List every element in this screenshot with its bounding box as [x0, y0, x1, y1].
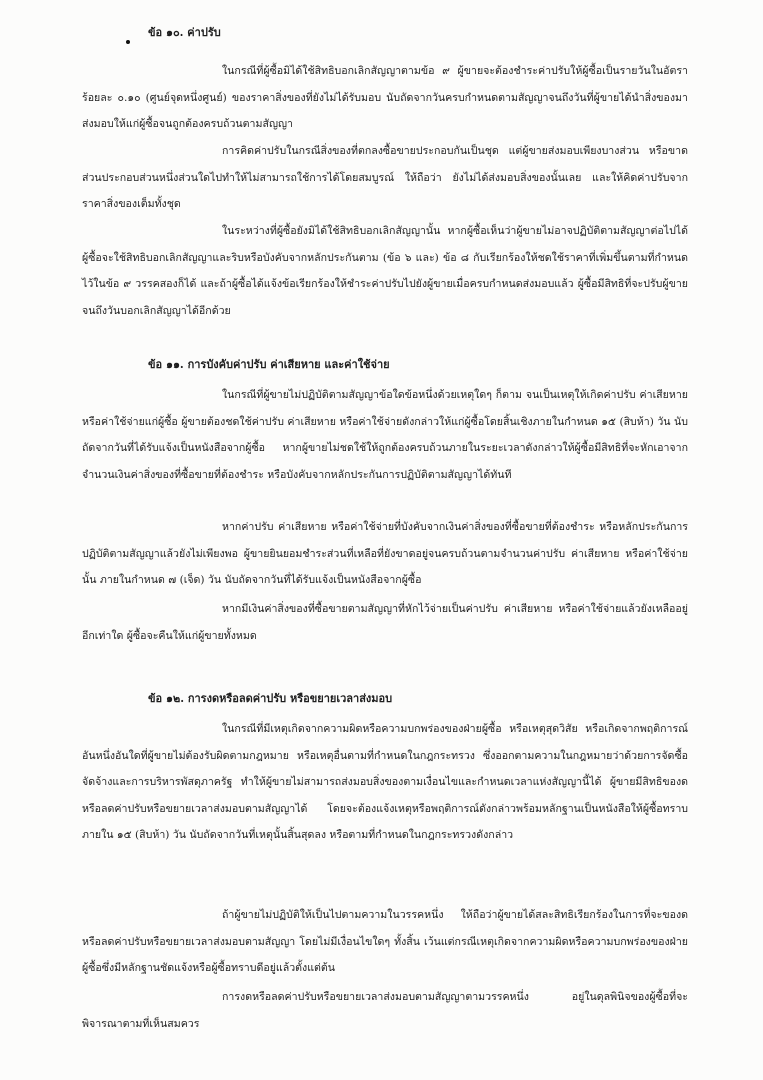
paragraph: การงดหรือลดค่าปรับหรือขยายเวลาส่งมอบตามสัญญาตามวรรคหนึ่ง อยู่ในดุลพินิจของผู้ซื้อที่จะพิจารณาตามที่เห็นสมควร — [82, 991, 688, 1030]
paragraph: หากมีเงินค่าสิ่งของที่ซื้อขายตามสัญญาที่หักไว้จ่ายเป็นค่าปรับ ค่าเสียหาย หรือค่าใช้จ่ายแล้วยังเหลืออยู่อีกเท่าใด ผู้ซื้อจะคืนให้แก่ผู้ขายทั้งหมด — [82, 603, 688, 642]
bullet-mark — [126, 40, 130, 44]
paragraph: ในกรณีที่ผู้ขายไม่ปฏิบัติตามสัญญาข้อใดข้อหนึ่งด้วยเหตุใดๆ ก็ตาม จนเป็นเหตุให้เกิดค่าปรับ ค่าเสียหาย หรือค่าใช้จ่ายแก่ผู้ซื้อ ผู้ขายต้องชดใช้ค่าปรับ ค่าเสียหาย หรือค่าใช้จ่ายดังกล่าวให้แก่ผู้ซื้อโดยสิ้นเชิงภายในกำหนด ๑๕ (สิบห้า) วัน นับถัดจากวันที่ได้รับแจ้งเป็นหนังสือจากผู้ซื้อ หากผู้ขายไม่ชดใช้ให้ถูกต้องครบถ้วนภายในระยะเวลาดังกล่าวให้ผู้ซื้อมีสิทธิที่จะหักเอาจากจำนวนเงินค่าสิ่งของที่ซื้อขายที่ต้องชำระ หรือบังคับจากหลักประกันการปฏิบัติตามสัญญาได้ทันที — [82, 389, 688, 481]
section-heading-10: ข้อ ๑๐. ค่าปรับ — [148, 26, 221, 39]
section-heading-11: ข้อ ๑๑. การบังคับค่าปรับ ค่าเสียหาย และค่าใช้จ่าย — [148, 358, 390, 371]
paragraph: ในกรณีที่ผู้ซื้อมิได้ใช้สิทธิบอกเลิกสัญญาตามข้อ ๙ ผู้ขายจะต้องชำระค่าปรับให้ผู้ซื้อเป็นรายวันในอัตราร้อยละ ๐.๑๐ (ศูนย์จุดหนึ่งศูนย์) ของราคาสิ่งของที่ยังไม่ได้รับมอบ นับถัดจากวันครบกำหนดตามสัญญาจนถึงวันที่ผู้ขายได้นำสิ่งของมาส่งมอบให้แก่ผู้ซื้อจนถูกต้องครบถ้วนตามสัญญา — [82, 65, 688, 130]
paragraph: หากค่าปรับ ค่าเสียหาย หรือค่าใช้จ่ายที่บังคับจากเงินค่าสิ่งของที่ซื้อขายที่ต้องชำระ หรือหลักประกันการปฏิบัติตามสัญญาแล้วยังไม่เพียงพอ ผู้ขายยินยอมชำระส่วนที่เหลือที่ยังขาดอยู่จนครบถ้วนตามจำนวนค่าปรับ ค่าเสียหาย หรือค่าใช้จ่ายนั้น ภายในกำหนด ๗ (เจ็ด) วัน นับถัดจากวันที่ได้รับแจ้งเป็นหนังสือจากผู้ซื้อ — [82, 521, 688, 586]
section-heading-12: ข้อ ๑๒. การงดหรือลดค่าปรับ หรือขยายเวลาส่งมอบ — [148, 692, 393, 705]
paragraph: ในระหว่างที่ผู้ซื้อยังมิได้ใช้สิทธิบอกเลิกสัญญานั้น หากผู้ซื้อเห็นว่าผู้ขายไม่อาจปฏิบัติตามสัญญาต่อไปได้ ผู้ซื้อจะใช้สิทธิบอกเลิกสัญญาและริบหรือบังคับจากหลักประกันตาม (ข้อ ๖ และ) ข้อ ๘ กับเรียกร้องให้ชดใช้ราคาที่เพิ่มขึ้นตามที่กำหนดไว้ในข้อ ๙ วรรคสองก็ได้ และถ้าผู้ซื้อได้แจ้งข้อเรียกร้องให้ชำระค่าปรับไปยังผู้ขายเมื่อครบกำหนดส่งมอบแล้ว ผู้ซื้อมีสิทธิที่จะปรับผู้ขายจนถึงวันบอกเลิกสัญญาได้อีกด้วย — [82, 225, 688, 317]
paragraph: การคิดค่าปรับในกรณีสิ่งของที่ตกลงซื้อขายประกอบกันเป็นชุด แต่ผู้ขายส่งมอบเพียงบางส่วน หรือขาดส่วนประกอบส่วนหนึ่งส่วนใดไปทำให้ไม่สามารถใช้การได้โดยสมบูรณ์ ให้ถือว่า ยังไม่ได้ส่งมอบสิ่งของนั้นเลย และให้คิดค่าปรับจากราคาสิ่งของเต็มทั้งชุด — [82, 145, 688, 210]
paragraph: ในกรณีที่มีเหตุเกิดจากความผิดหรือความบกพร่องของฝ่ายผู้ซื้อ หรือเหตุสุดวิสัย หรือเกิดจากพฤติการณ์อันหนึ่งอันใดที่ผู้ขายไม่ต้องรับผิดตามกฎหมาย หรือเหตุอื่นตามที่กำหนดในกฎกระทรวง ซึ่งออกตามความในกฎหมายว่าด้วยการจัดซื้อจัดจ้างและการบริหารพัสดุภาครัฐ ทำให้ผู้ขายไม่สามารถส่งมอบสิ่งของตามเงื่อนไขและกำหนดเวลาแห่งสัญญานี้ได้ ผู้ขายมีสิทธิของดหรือลดค่าปรับหรือขยายเวลาส่งมอบตามสัญญาได้ โดยจะต้องแจ้งเหตุหรือพฤติการณ์ดังกล่าวพร้อมหลักฐานเป็นหนังสือให้ผู้ซื้อทราบภายใน ๑๕ (สิบห้า) วัน นับถัดจากวันที่เหตุนั้นสิ้นสุดลง หรือตามที่กำหนดในกฎกระทรวงดังกล่าว — [82, 723, 688, 841]
paragraph: ถ้าผู้ขายไม่ปฏิบัติให้เป็นไปตามความในวรรคหนึ่ง ให้ถือว่าผู้ขายได้สละสิทธิเรียกร้องในการที่จะของดหรือลดค่าปรับหรือขยายเวลาส่งมอบตามสัญญา โดยไม่มีเงื่อนไขใดๆ ทั้งสิ้น เว้นแต่กรณีเหตุเกิดจากความผิดหรือความบกพร่องของฝ่ายผู้ซื้อซึ่งมีหลักฐานชัดแจ้งหรือผู้ซื้อทราบดีอยู่แล้วตั้งแต่ต้น — [82, 909, 688, 974]
